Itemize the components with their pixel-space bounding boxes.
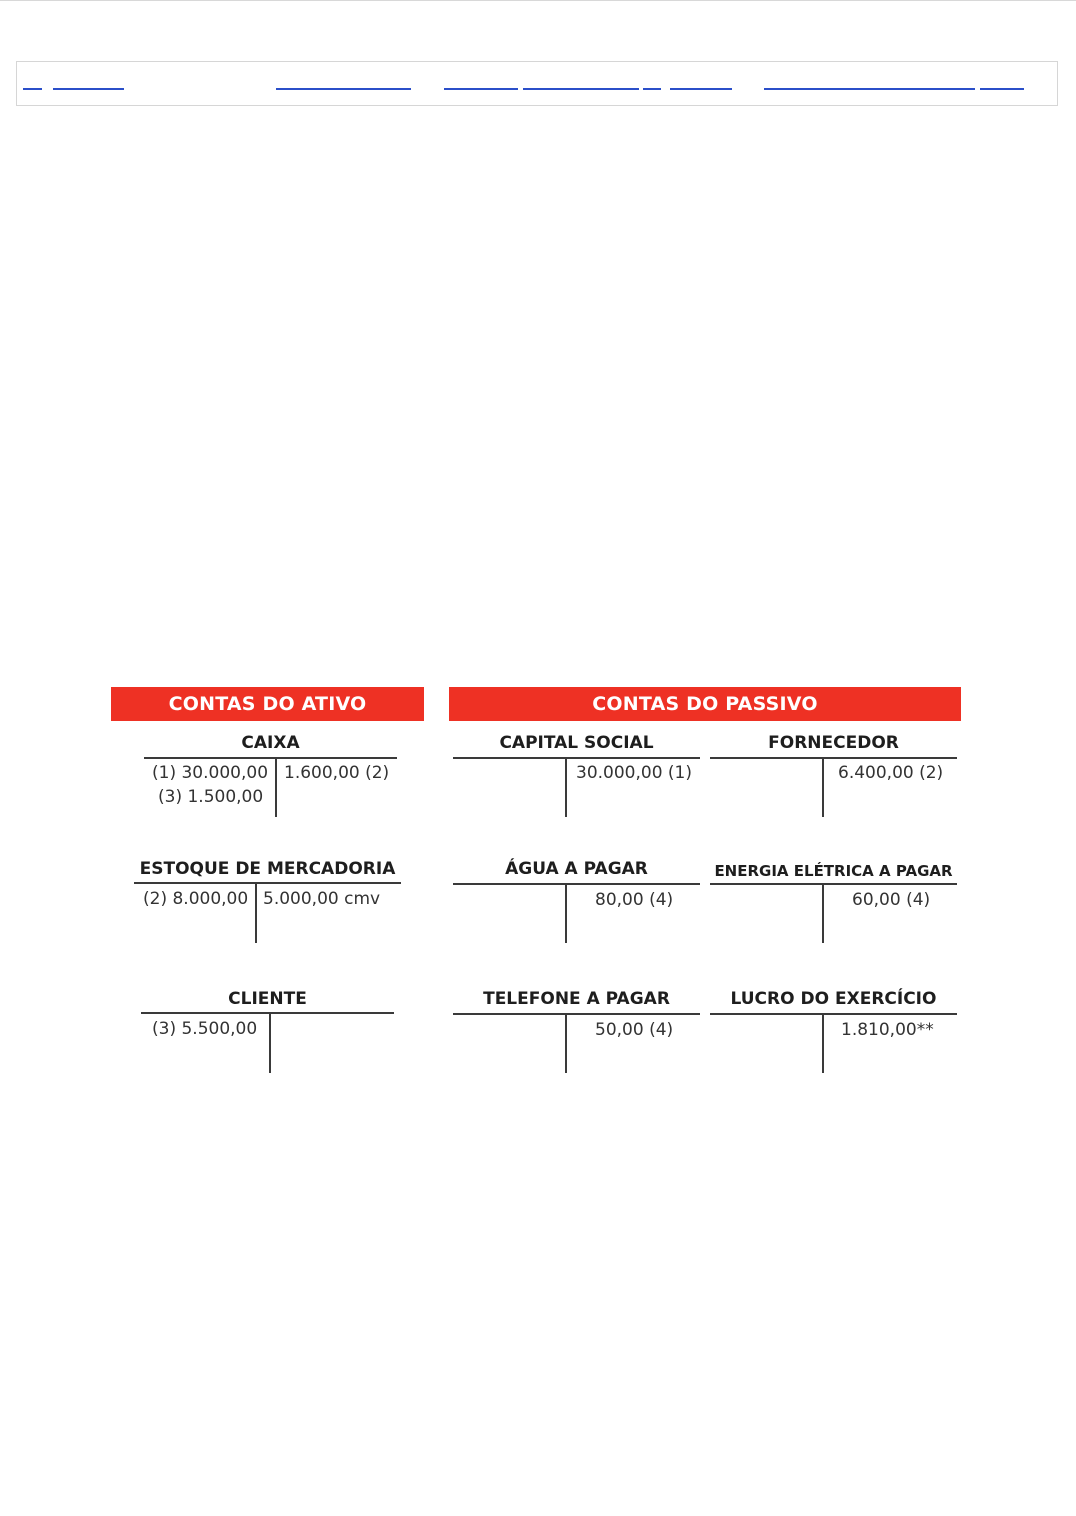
debit-entry: (3) 1.500,00 [158, 787, 264, 807]
account-telefone [453, 989, 700, 1075]
top-divider [0, 0, 1076, 1]
t-account-divider [565, 883, 567, 943]
account-title: CAIXA [241, 733, 300, 753]
account-title: ENERGIA ELÉTRICA A PAGAR [714, 862, 953, 880]
account-title: CAPITAL SOCIAL [499, 733, 654, 753]
link-8[interactable] [764, 88, 975, 90]
account-title: FORNECEDOR [768, 733, 899, 753]
debit-entry: (3) 5.500,00 [152, 1019, 258, 1039]
account-energia [710, 859, 957, 945]
t-account-rule [453, 1013, 700, 1015]
account-cliente [141, 989, 394, 1075]
link-9[interactable] [980, 88, 1024, 90]
t-account-divider [275, 757, 277, 817]
t-account-divider [822, 757, 824, 817]
t-account-divider [565, 757, 567, 817]
account-title: TELEFONE A PAGAR [483, 989, 670, 1009]
credit-entry: 30.000,00 (1) [576, 763, 693, 783]
t-account-rule [710, 1013, 957, 1015]
account-agua [453, 859, 700, 945]
account-estoque [134, 859, 401, 945]
link-7[interactable] [670, 88, 732, 90]
account-capital-social [453, 733, 700, 819]
credit-entry: 50,00 (4) [595, 1020, 674, 1040]
t-account-rule [134, 882, 401, 884]
account-title: CLIENTE [228, 989, 307, 1009]
t-account-divider [822, 1013, 824, 1073]
account-fornecedor [710, 733, 957, 819]
account-title: ÁGUA A PAGAR [505, 859, 648, 879]
ativo-header: CONTAS DO ATIVO [111, 687, 424, 721]
link-2[interactable] [53, 88, 124, 90]
link-bar [16, 61, 1058, 106]
account-caixa [144, 733, 397, 819]
t-account-rule [453, 757, 700, 759]
link-6[interactable] [643, 88, 661, 90]
t-account-divider [565, 1013, 567, 1073]
account-title: LUCRO DO EXERCÍCIO [730, 989, 937, 1009]
debit-entry: (1) 30.000,00 [152, 763, 269, 783]
account-lucro [710, 989, 957, 1075]
link-4[interactable] [444, 88, 518, 90]
passivo-header: CONTAS DO PASSIVO [449, 687, 961, 721]
credit-entry: 6.400,00 (2) [838, 763, 944, 783]
link-3[interactable] [276, 88, 411, 90]
t-account-rule [141, 1012, 394, 1014]
t-account-divider [822, 883, 824, 943]
t-account-divider [269, 1012, 271, 1073]
link-1[interactable] [23, 88, 42, 90]
account-title: ESTOQUE DE MERCADORIA [139, 859, 396, 879]
t-account-rule [710, 757, 957, 759]
link-5[interactable] [523, 88, 639, 90]
credit-entry: 1.810,00** [841, 1020, 934, 1040]
t-account-rule [453, 883, 700, 885]
credit-entry: 1.600,00 (2) [284, 763, 390, 783]
credit-entry: 80,00 (4) [595, 890, 674, 910]
credit-entry: 5.000,00 cmv [263, 889, 381, 909]
t-account-rule [710, 883, 957, 885]
debit-entry: (2) 8.000,00 [143, 889, 249, 909]
t-account-divider [255, 882, 257, 943]
credit-entry: 60,00 (4) [852, 890, 931, 910]
t-account-rule [144, 757, 397, 759]
